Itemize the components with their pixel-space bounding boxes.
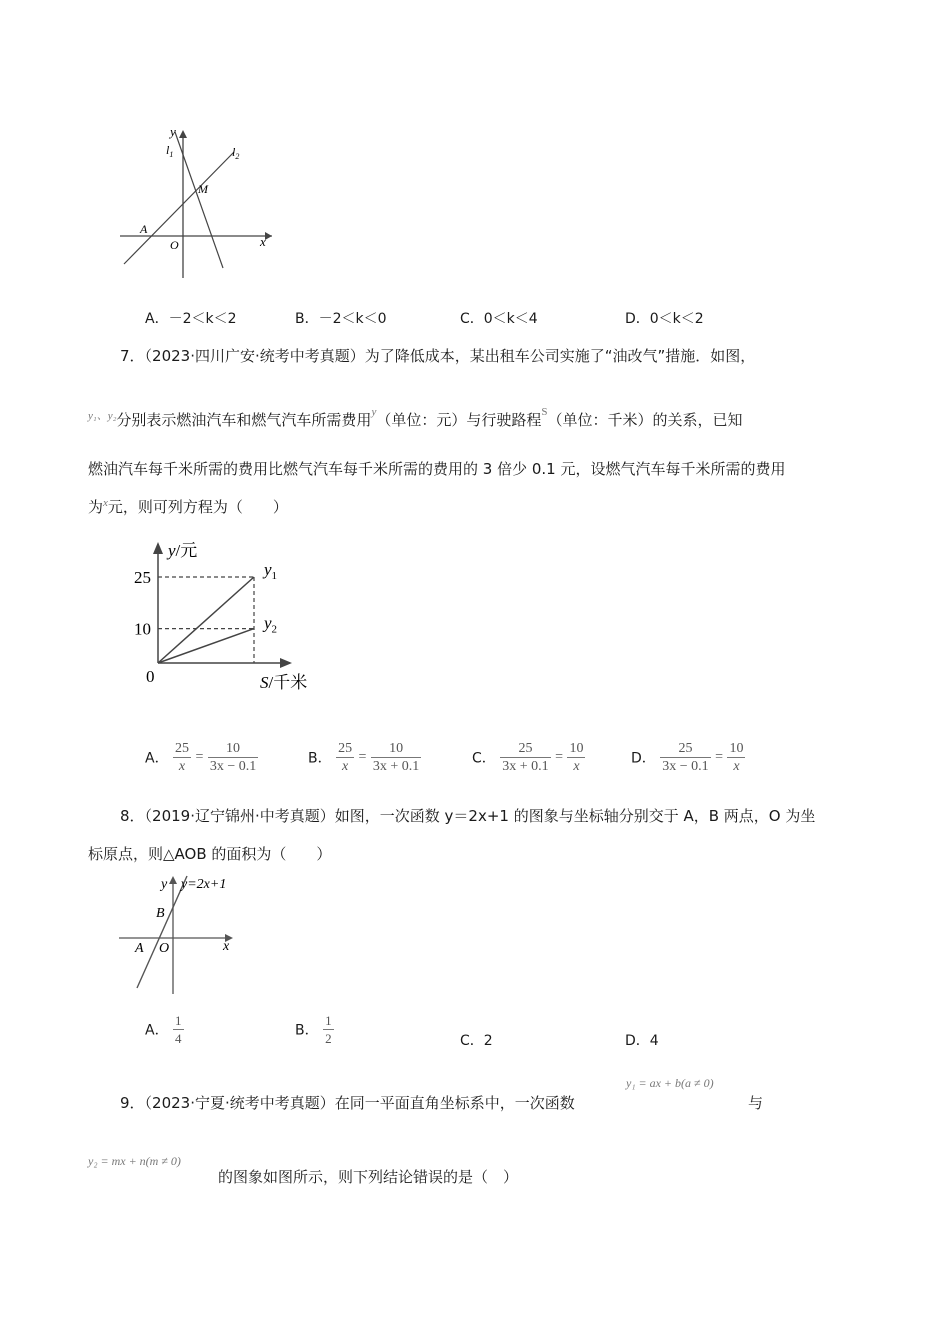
- fig3-y-arrow: [169, 876, 177, 884]
- q7-option-d[interactable]: D． $\frac{25}{3x - 0.1}$ = $\frac{10}{x}$: [631, 741, 744, 774]
- line-l1: [175, 132, 223, 268]
- fig3-b-label: B: [156, 906, 165, 921]
- q6-option-a[interactable]: A．－2＜k＜2: [145, 311, 237, 327]
- y-label: y: [170, 124, 176, 139]
- y-tick-10: 10: [134, 619, 151, 639]
- q6-option-b[interactable]: B．－2＜k＜0: [295, 311, 387, 327]
- q9-y2-equation: y₂ = mx + n(m ≠ 0): [88, 1154, 181, 1168]
- q7-line-4: 为$^x$元，则可列方程为（ ）: [88, 497, 288, 516]
- chart-x-arrow: [280, 658, 292, 668]
- q7-line-1: 7．（2023·四川广安·统考中考真题）为了降低成本，某出租车公司实施了“油改气”措施．如图，: [120, 347, 756, 365]
- series-line-y1: [158, 577, 254, 663]
- q6-option-d[interactable]: D．0＜k＜2: [625, 311, 704, 327]
- fig3-y-label: y: [161, 877, 168, 892]
- y-tick-25: 25: [134, 568, 151, 587]
- cost-distance-chart: [130, 534, 330, 699]
- q8-option-a[interactable]: A． $\frac{1}{4}$: [145, 1013, 182, 1046]
- q7-option-a[interactable]: A． $\frac{25}{x}$ = $\frac{10}{3x - 0.1}$: [145, 741, 257, 774]
- l1-label: $l_1$: [166, 143, 174, 159]
- q7-option-b[interactable]: B． $\frac{25}{x}$ = $\frac{10}{3x + 0.1}$: [308, 741, 420, 774]
- fig3-eq-label: y=2x+1: [181, 877, 227, 892]
- chart-y-arrow: [153, 542, 163, 554]
- figure-l1-l2-graph: [110, 122, 280, 284]
- chart-origin-label: 0: [146, 667, 155, 686]
- fig3-a-label: A: [135, 941, 144, 956]
- chart-x-label: S/千米: [260, 673, 308, 692]
- fig3-x-label: x: [223, 939, 230, 954]
- fig3-o-label: O: [159, 941, 170, 956]
- q9-line-1: 9．（2023·宁夏·统考中考真题）在同一平面直角坐标系中，一次函数: [120, 1094, 575, 1112]
- q8-option-d[interactable]: D．4: [625, 1033, 659, 1049]
- q6-option-c[interactable]: C．0＜k＜4: [460, 311, 538, 327]
- line-l2: [124, 152, 234, 264]
- l2-label: $l_2$: [232, 145, 240, 161]
- x-label: x: [260, 234, 266, 249]
- q9-y1-equation: y₁ = ax + b(a ≠ 0): [626, 1076, 714, 1090]
- series-label-y2: $y_2$: [264, 613, 278, 636]
- q8-line-2: 标原点，则△AOB 的面积为（ ）: [88, 845, 332, 863]
- q7-option-c[interactable]: C． $\frac{25}{3x + 0.1}$ = $\frac{10}{x}$: [472, 741, 584, 774]
- q9-line-1-tail: 与: [748, 1094, 764, 1112]
- chart-y-label: y/元: [168, 541, 198, 560]
- o-label: O: [170, 238, 179, 252]
- q7-line-3: 燃油汽车每千米所需的费用比燃气汽车每千米所需的费用的 3 倍少 0.1 元，设燃气汽车每千米所需的费用: [88, 460, 786, 478]
- a-label: A: [140, 222, 148, 236]
- y-axis-arrow: [179, 130, 187, 138]
- q8-option-b[interactable]: B． $\frac{1}{2}$: [295, 1013, 332, 1046]
- x-axis-arrow: [265, 232, 272, 240]
- m-label: M: [198, 182, 208, 196]
- series-line-y2: [158, 629, 254, 663]
- series-label-y1: $y_1$: [264, 560, 278, 582]
- fig3-line: [137, 876, 187, 988]
- q9-line-2: 的图象如图所示，则下列结论错误的是（ ）: [218, 1168, 519, 1186]
- q7-line-2: $^{y_1、y_2}$分别表示燃油汽车和燃气汽车所需费用$^y$（单位：元）与行驶路程$^S$（单位：千米）的关系，已知: [88, 406, 743, 429]
- q8-option-c[interactable]: C．2: [460, 1033, 493, 1049]
- q7-y1-y2-math: y₁、y₂: [88, 410, 117, 422]
- q8-line-1: 8．（2019·辽宁锦州·中考真题）如图，一次函数 y＝2x+1 的图象与坐标轴分别交于 A，B 两点，O 为坐: [120, 807, 816, 825]
- figure-y-2x-plus-1: [115, 870, 250, 998]
